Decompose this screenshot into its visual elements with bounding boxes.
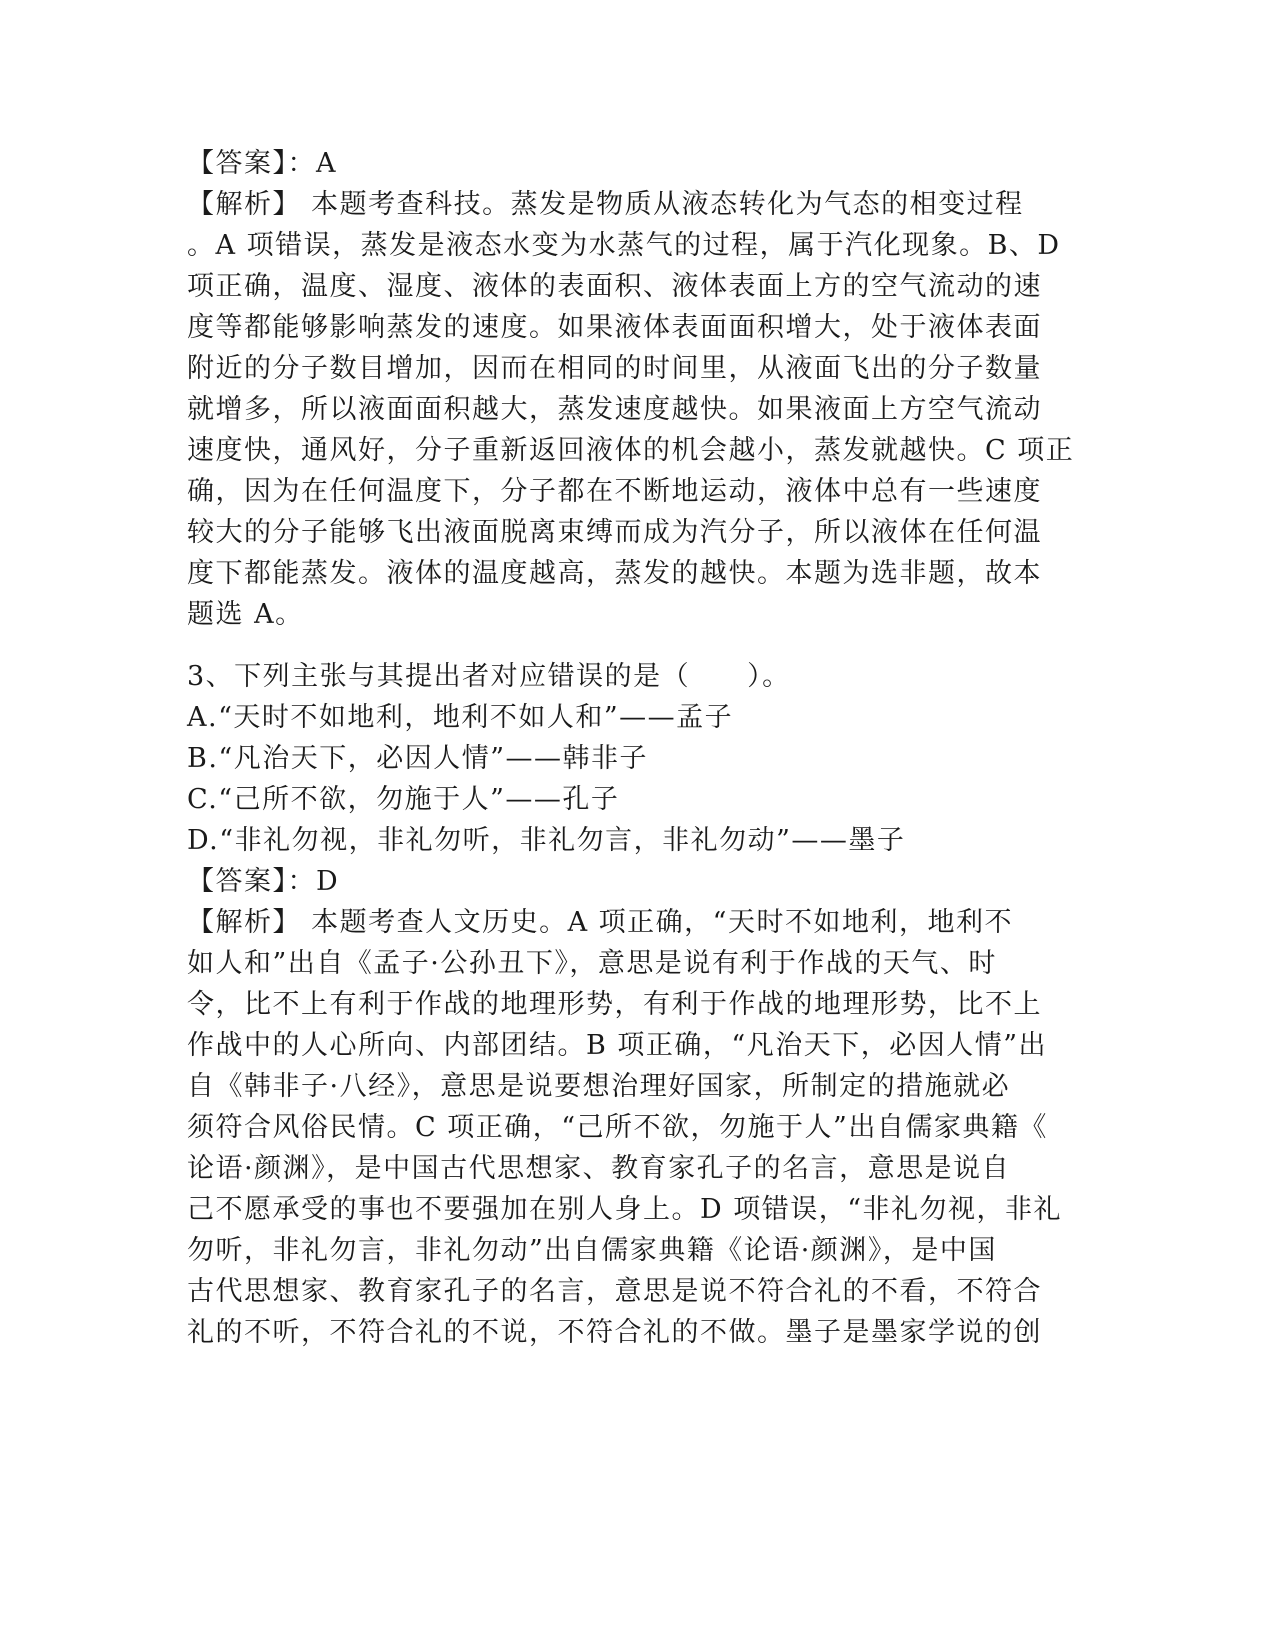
- q2-analysis-line-6: 就增多，所以液面面积越大，蒸发速度越快。如果液面上方空气流动: [187, 394, 1042, 425]
- q3-analysis-line-10: 古代思想家、教育家孔子的名言，意思是说不符合礼的不看，不符合: [187, 1276, 1042, 1307]
- q2-answer: 【答案】：A: [187, 148, 337, 179]
- q3-option-a: A.“天时不如地利，地利不如人和”——孟子: [187, 702, 734, 733]
- q3-analysis-line-8: 己不愿承受的事也不要强加在别人身上。D 项错误，“非礼勿视，非礼: [187, 1194, 1063, 1225]
- q3-analysis-line-4: 作战中的人心所向、内部团结。B 项正确，“凡治天下，必因人情”出: [187, 1030, 1048, 1061]
- q2-analysis-line-8: 确，因为在任何温度下，分子都在不断地运动，液体中总有一些速度: [187, 476, 1042, 507]
- q3-analysis-line-3: 令，比不上有利于作战的地理形势，有利于作战的地理形势，比不上: [187, 989, 1042, 1020]
- q3-analysis-line-6: 须符合风俗民情。C 项正确，“己所不欲，勿施于人”出自儒家典籍《: [187, 1112, 1048, 1143]
- q2-analysis-line-5: 附近的分子数目增加，因而在相同的时间里，从液面飞出的分子数量: [187, 353, 1042, 384]
- q3-question: 3、下列主张与其提出者对应错误的是（ ）。: [187, 661, 791, 692]
- q2-analysis-line-10: 度下都能蒸发。液体的温度越高，蒸发的越快。本题为选非题，故本: [187, 558, 1042, 589]
- q3-option-c: C.“己所不欲，勿施于人”——孔子: [187, 784, 620, 815]
- q3-analysis-line-9: 勿听，非礼勿言，非礼勿动”出自儒家典籍《论语·颜渊》，是中国: [187, 1235, 997, 1266]
- q3-option-b: B.“凡治天下，必因人情”——韩非子: [187, 743, 649, 774]
- q2-analysis-line-1: 【解析】 本题考查科技。蒸发是物质从液态转化为气态的相变过程: [187, 189, 1024, 220]
- q2-analysis-line-3: 项正确，温度、湿度、液体的表面积、液体表面上方的空气流动的速: [187, 271, 1042, 302]
- q3-answer: 【答案】：D: [187, 866, 340, 897]
- q2-analysis-line-2: 。A 项错误，蒸发是液态水变为水蒸气的过程，属于汽化现象。B、D: [187, 230, 1061, 261]
- q2-analysis-line-11: 题选 A。: [187, 599, 304, 630]
- q2-analysis-line-7: 速度快，通风好，分子重新返回液体的机会越小，蒸发就越快。C 项正: [187, 435, 1075, 466]
- q3-analysis-line-5: 自《韩非子·八经》，意思是说要想治理好国家，所制定的措施就必: [187, 1071, 1011, 1102]
- q2-analysis-line-4: 度等都能够影响蒸发的速度。如果液体表面面积增大，处于液体表面: [187, 312, 1042, 343]
- q2-analysis-line-9: 较大的分子能够飞出液面脱离束缚而成为汽分子，所以液体在任何温: [187, 517, 1042, 548]
- q3-analysis-line-1: 【解析】 本题考查人文历史。A 项正确，“天时不如地利，地利不: [187, 907, 1013, 938]
- q3-analysis-line-7: 论语·颜渊》，是中国古代思想家、教育家孔子的名言，意思是说自: [187, 1153, 1011, 1184]
- q3-option-d: D.“非礼勿视，非礼勿听，非礼勿言，非礼勿动”——墨子: [187, 825, 906, 856]
- q3-analysis-line-2: 如人和”出自《孟子·公孙丑下》，意思是说有利于作战的天气、时: [187, 948, 997, 979]
- q3-analysis-line-11: 礼的不听，不符合礼的不说，不符合礼的不做。墨子是墨家学说的创: [187, 1317, 1042, 1348]
